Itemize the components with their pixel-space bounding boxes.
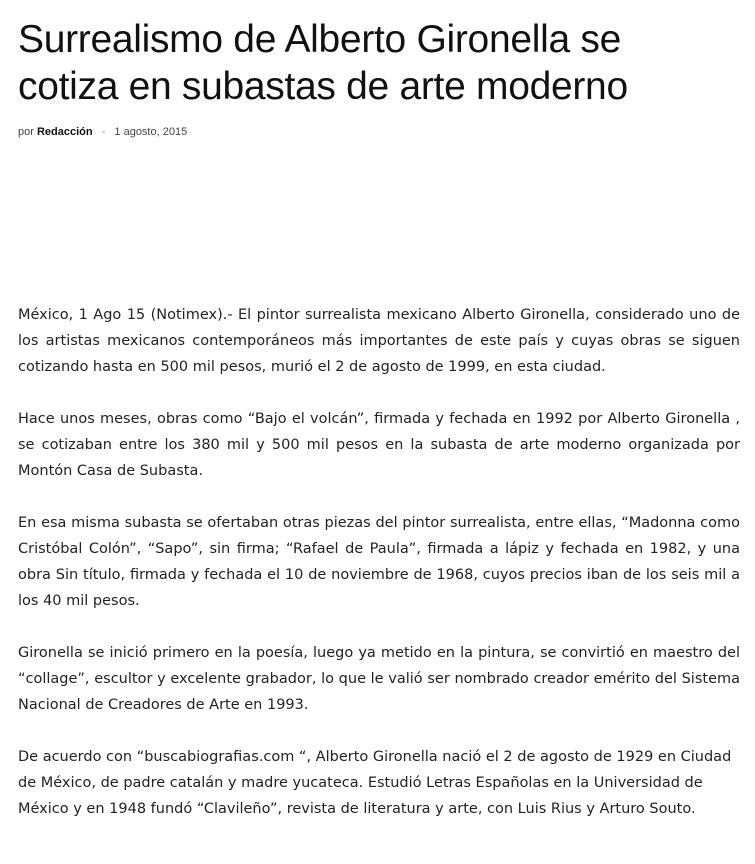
paragraph: Hace unos meses, obras como “Bajo el volcán”, firmada y fechada en 1992 por Alberto Gironella , se cotizaban entre los 380 mil y 500 mil pesos en la subasta de arte moderno organizada por Montón Casa de Subasta. [18,411,740,479]
byline [18,124,740,140]
paragraph: En esa misma subasta se ofertaban otras piezas del pintor surrealista, entre ellas, “Madonna como Cristóbal Colón”, “Sapo”, sin firma; “Rafael de Paula”, firmada a lápiz y fechada en 1982, y una obra Sin título, firmada y fechada el 10 de noviembre de 1968, cuyos precios iban de los seis mil a los 40 mil pesos. [18,515,740,609]
paragraph: De acuerdo con “buscabiografias.com “, Alberto Gironella nació el 2 de agosto de 1929 en Ciudad de México, de padre catalán y madre yucateca. Estudió Letras Españolas en la Universidad de México y en 1948 fundó “Clavileño”, revista de literatura y arte, con Luis Rius y Arturo Souto. [18,749,732,817]
article [18,0,740,848]
ad-placeholder [18,140,740,302]
byline-prefix: por [18,126,34,138]
publish-date: 1 agosto, 2015 [114,126,188,138]
byline-separator: - [101,126,106,138]
paragraph: Gironella se inició primero en la poesía, luego ya metido en la pintura, se convirtió en maestro del “collage”, escultor y excelente grabador, lo que le valió ser nombrado creador emérito del Sistema Nacional de Creadores de Arte en 1993. [18,645,740,713]
paragraph: México, 1 Ago 15 (Notimex).- El pintor surrealista mexicano Alberto Gironella, considerado uno de los artistas mexicanos contemporáneos más importantes de este país y cuyas obras se siguen cotizando hasta en 500 mil pesos, murió el 2 de agosto de 1999, en esta ciudad. [18,307,740,375]
article-title: Surrealismo de Alberto Gironella se cotiza en subastas de arte moderno [18,18,628,108]
author-link[interactable]: Redacción [36,126,93,138]
article-body [18,302,740,822]
